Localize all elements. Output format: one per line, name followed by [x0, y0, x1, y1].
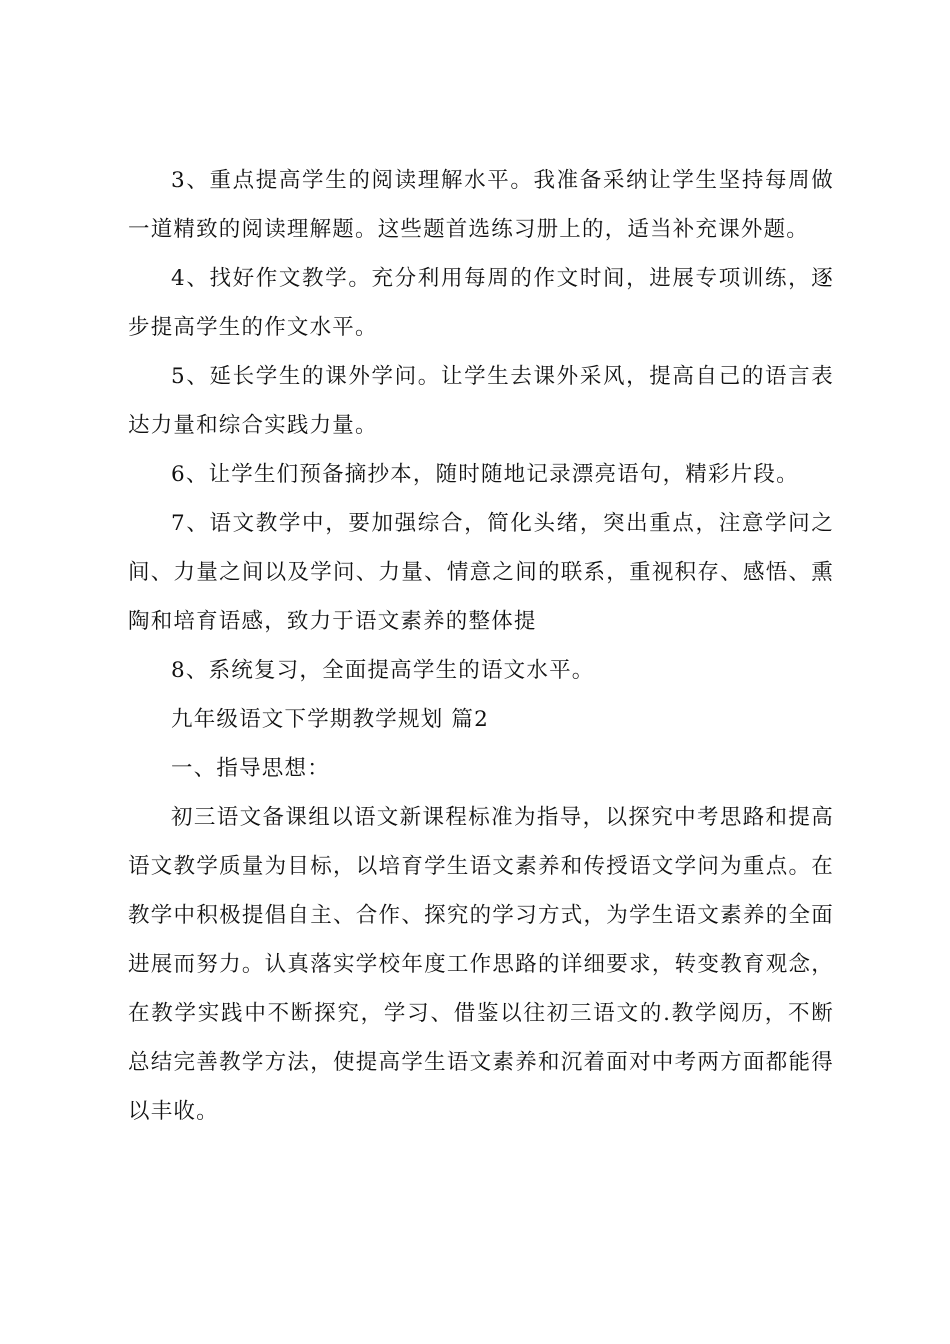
paragraph-excerpt-notebook: 6、让学生们预备摘抄本，随时随地记录漂亮语句，精彩片段。 — [171, 462, 799, 487]
paragraph-writing-teaching: 4、找好作文教学。充分利用每周的作文时间，进展专项训练，逐步提高学生的作文水平。 — [128, 266, 834, 340]
document-page — [128, 156, 834, 1136]
paragraph-chinese-teaching: 7、语文教学中，要加强综合，简化头绪，突出重点，注意学问之间、力量之间以及学问、力量、情意之间的联系，重视积存、感悟、熏陶和培育语感，致力于语文素养的整体提 — [128, 511, 834, 634]
paragraph-reading-comprehension: 3、重点提高学生的阅读理解水平。我准备采纳让学生坚持每周做一道精致的阅读理解题。这些题首选练习册上的，适当补充课外题。 — [128, 168, 834, 242]
section-title-part-2: 九年级语文下学期教学规划 篇2 — [171, 707, 490, 732]
paragraph-guiding-ideology-body: 初三语文备课组以语文新课程标准为指导，以探究中考思路和提高语文教学质量为目标，以培育学生语文素养和传授语文学问为重点。在教学中积极提倡自主、合作、探究的学习方式，为学生语文素养的全面进展而努力。认真落实学校年度工作思路的详细要求，转变教育观念，在教学实践中不断探究，学习、借鉴以往初三语文的.教学阅历，不断总结完善教学方法，使提高学生语文素养和沉着面对中考两方面都能得以丰收。 — [128, 805, 834, 1124]
section-heading-guiding-ideology: 一、指导思想： — [171, 756, 330, 781]
paragraph-systematic-review: 8、系统复习，全面提高学生的语文水平。 — [171, 658, 595, 683]
paragraph-extracurricular-knowledge: 5、延长学生的课外学问。让学生去课外采风，提高自己的语言表达力量和综合实践力量。 — [128, 364, 834, 438]
